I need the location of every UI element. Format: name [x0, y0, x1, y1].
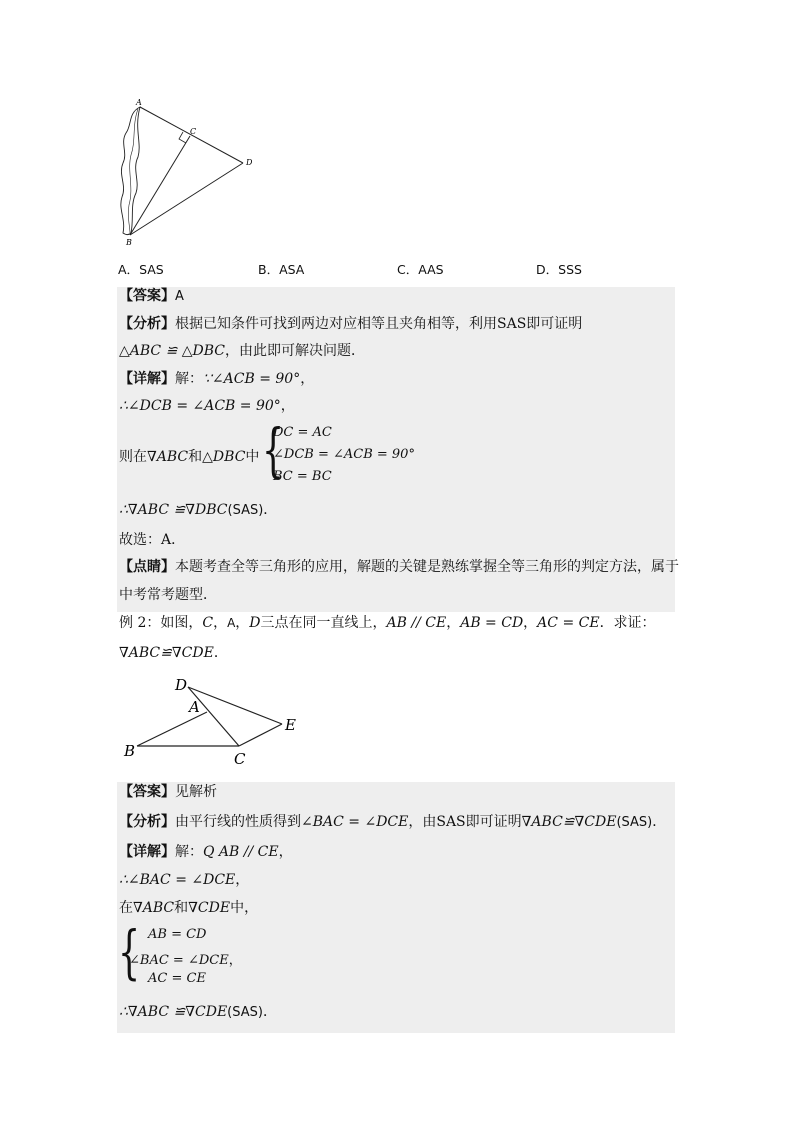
- pond-outline: [121, 107, 140, 235]
- q1-answer-line: 【答案】A: [119, 288, 184, 304]
- q1-conclusion-line: ∴∇ABC ≌∇DBC(SAS)．: [119, 502, 278, 518]
- label-a: A: [189, 698, 200, 716]
- q2-detail-line-1: 【详解】解：Q AB // CE，: [119, 844, 293, 860]
- pond-inner-line: [128, 109, 138, 233]
- label-c: C: [190, 127, 197, 136]
- q2-answer-line: 【答案】见解析: [119, 784, 217, 800]
- label-a: A: [136, 98, 142, 107]
- figure-1-diagram: [110, 95, 270, 250]
- segment-dc: [188, 687, 239, 746]
- option-a: A．SAS: [118, 262, 164, 277]
- option-c: C．AAS: [397, 262, 444, 277]
- segment-ce: [239, 724, 282, 746]
- q1-comment-line-1: 【点睛】本题考查全等三角形的应用，解题的关键是熟练掌握全等三角形的判定方法，属于: [119, 559, 679, 575]
- q1-detail-line-2: ∴∠DCB = ∠ACB = 90°，: [119, 398, 295, 414]
- q1-detail-line-3: 则在∇ABC和△DBC中: [119, 449, 260, 465]
- label-b: B: [126, 238, 132, 247]
- example-2-line-2: ∇ABC≌∇CDE．: [119, 645, 228, 661]
- option-d: D．SSS: [536, 262, 582, 277]
- page: A C D B A．SAS B．ASA C．AAS D．SSS 【答案】A 【分析】根据已知条件可找到两边对应相等且夹角相等，利用SAS即可证明 △ABC ≌ △DBC，由此即可解决问题． 【详解】解：∵∠ACB = 90°， ∴∠DCB = ∠ACB = 90°， 则在∇ABC和△DBC中 { DC = AC ∠DCB = ∠ACB = 90° BC = BC ∴∇ABC ≌∇DBC(SAS)． 故选：A． 【点睛】本题考查全等三角形的应用，解题的关键是熟练掌握全等三角形的判定方法，属于 中考常考题型． 例 2：如图，C，A，D三点在同一直线上，AB // CE，AB = CD，AC = CE．求证： ∇ABC≌∇CDE． D A E B C 【答案】见解析 【分析】由平行线的性质得到∠BAC = ∠DCE，由SAS即可证明∇ABC≌∇CDE(SAS)． 【详解】解：Q AB // CE， ∴∠BAC = ∠DCE， 在∇ABC和∇CDE中， { AB = CD ∠BAC = ∠DCE， AC = CE ∴∇ABC ≌∇CDE(SAS)．: [0, 0, 794, 1123]
- label-b: B: [124, 742, 136, 760]
- right-angle-mark: [179, 132, 186, 143]
- segment-ba: [137, 712, 207, 746]
- answer-options: [118, 260, 678, 280]
- segment-bd: [130, 163, 243, 235]
- q1-comment-line-2: 中考常考题型．: [119, 587, 217, 603]
- q2-detail-line-2: ∴∠BAC = ∠DCE，: [119, 872, 250, 888]
- brace-symbol: {: [262, 416, 285, 484]
- label-d: D: [175, 676, 188, 694]
- label-d: D: [246, 158, 253, 167]
- q2-analysis-line: 【分析】由平行线的性质得到∠BAC = ∠DCE，由SAS即可证明∇ABC≌∇CDE(SAS)．: [119, 814, 667, 830]
- q2-conclusion-line: ∴∇ABC ≌∇CDE(SAS)．: [119, 1004, 277, 1020]
- label-e: E: [285, 716, 296, 734]
- figure-2-diagram: [118, 672, 308, 772]
- q2-detail-line-3: 在∇ABC和∇CDE中，: [119, 900, 259, 916]
- label-c: C: [234, 750, 246, 768]
- example-2-line-1: 例 2：如图，C，A，D三点在同一直线上，AB // CE，AB = CD，AC = CE．求证：: [119, 615, 656, 631]
- brace-symbol: {: [118, 918, 141, 986]
- q1-detail-line-1: 【详解】解：∵∠ACB = 90°，: [119, 371, 315, 387]
- segment-de: [188, 687, 282, 724]
- q1-choose-line: 故选：A．: [119, 532, 186, 548]
- q1-analysis-line-1: 【分析】根据已知条件可找到两边对应相等且夹角相等，利用SAS即可证明: [119, 316, 583, 332]
- q1-analysis-line-2: △ABC ≌ △DBC，由此即可解决问题．: [119, 343, 366, 359]
- option-b: B．ASA: [258, 262, 305, 277]
